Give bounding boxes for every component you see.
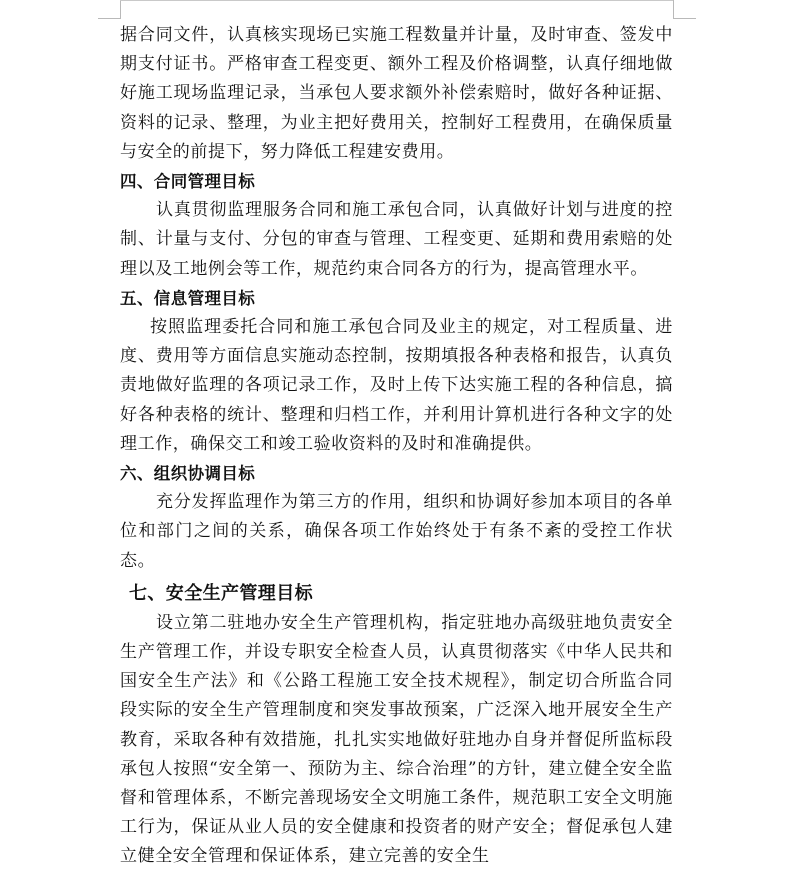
section-body-contract-management: 认真贯彻监理服务合同和施工承包合同，认真做好计划与进度的控制、计量与支付、分包的审查与管理、工程变更、延期和费用索赔的处理以及工地例会等工作，规范约束合同各方的行为，提高管理水平。 [120,200,673,279]
section-heading-information-management: 五、信息管理目标 [120,288,256,308]
section-heading-contract-management: 四、合同管理目标 [120,172,256,192]
page-corner-mark-left [98,0,121,19]
page-top-margin-line [120,0,673,1]
document-body [120,21,673,872]
section-heading-coordination: 六、组织协调目标 [120,464,256,484]
page-corner-mark-right [673,0,696,19]
section-body-information-management: 按照监理委托合同和施工承包合同及业主的规定，对工程质量、进度、费用等方面信息实施动态控制，按期填报各种表格和报告，认真负责地做好监理的各项记录工作，及时上传下达实施工程的各种信息，搞好各种表格的统计、整理和归档工作，并利用计算机进行各种文字的处理工作，确保交工和竣工验收资料的及时和准确提供。 [120,317,673,454]
section-body-coordination: 充分发挥监理作为第三方的作用，组织和协调好参加本项目的各单位和部门之间的关系，确保各项工作始终处于有条不紊的受控工作状态。 [120,492,673,571]
section-body-safety-management: 设立第二驻地办安全生产管理机构，指定驻地办高级驻地负责安全生产管理工作，并设专职安全检查人员，认真贯彻落实《中华人民共和国安全生产法》和《公路工程施工安全技术规程》，制定切合所监合同段实际的安全生产管理制度和突发事故预案，广泛深入地开展安全生产教育，采取各种有效措施，扎扎实实地做好驻地办自身并督促所监标段承包人按照“安全第一、预防为主、综合治理”的方针，建立健全安全监督和管理体系，不断完善现场安全文明施工条件，规范职工安全文明施工行为，保证从业人员的安全健康和投资者的财产安全；督促承包人建立健全安全管理和保证体系，建立完善的安全生 [120,612,673,867]
continuation-paragraph: 据合同文件，认真核实现场已实施工程数量并计量，及时审查、签发中期支付证书。严格审查工程变更、额外工程及价格调整，认真仔细地做好施工现场监理记录，当承包人要求额外补偿索赔时，做好各种证据、资料的记录、整理，为业主把好费用关，控制好工程费用，在确保质量与安全的前提下，努力降低工程建安费用。 [120,25,673,162]
section-heading-safety-management: 七、安全生产管理目标 [129,582,313,604]
